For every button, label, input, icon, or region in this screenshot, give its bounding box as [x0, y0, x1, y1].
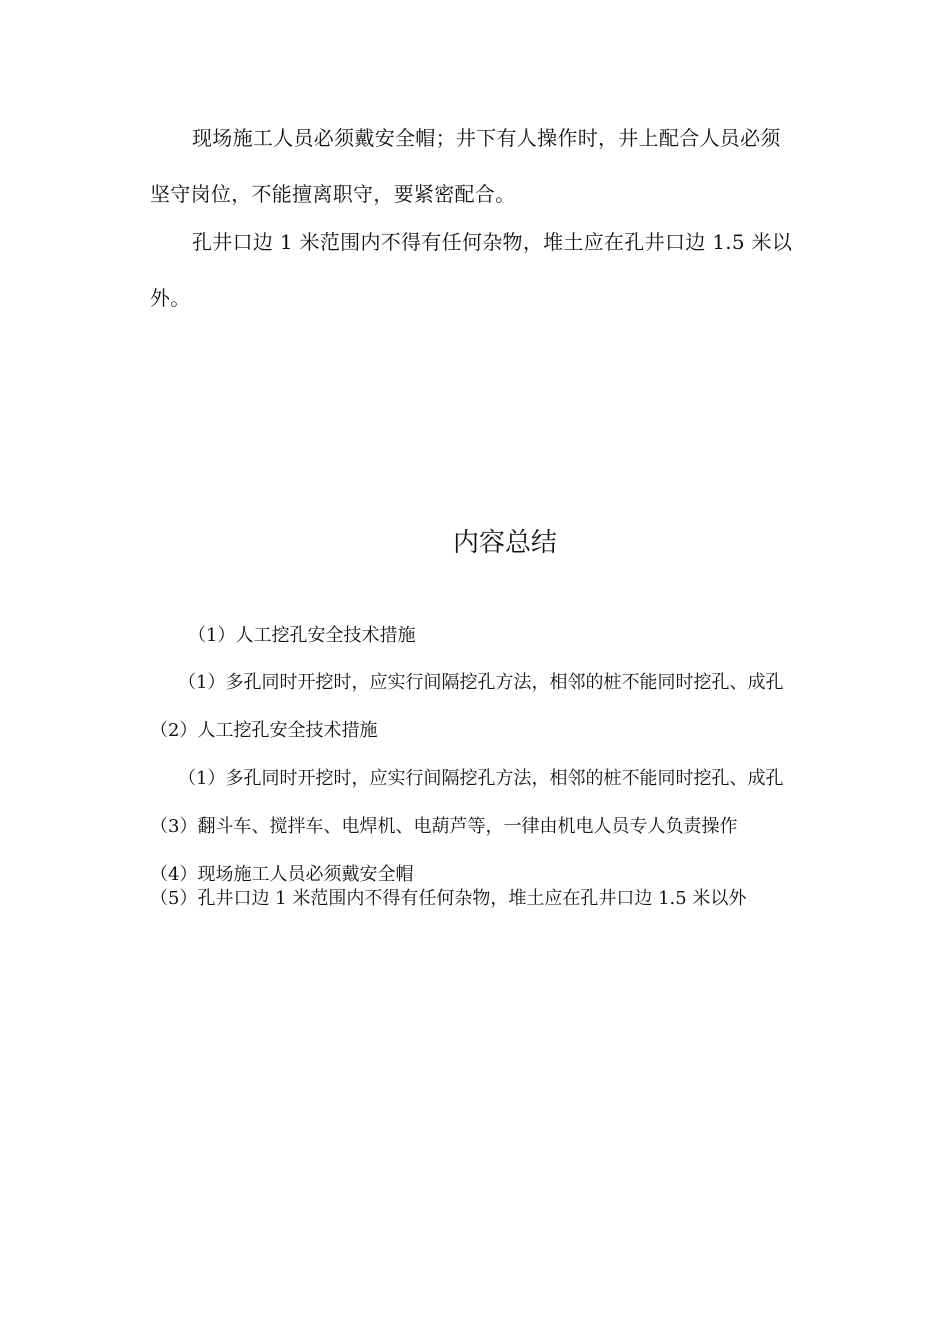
summary-item-2: [150, 671, 800, 694]
body-paragraph-well-edge: 孔井口边 1 米范围内不得有任何杂物，堆土应在孔井口边 1.5 米以外。: [150, 230, 793, 310]
summary-item-text: （1）人工挖孔安全技术措施: [188, 625, 416, 646]
summary-item-text: （4）现场施工人员必须戴安全帽: [150, 864, 414, 885]
summary-item-text: （3）翻斗车、搅拌车、电焊机、电葫芦等，一律由机电人员专人负责操作: [150, 816, 738, 837]
summary-item-3: [150, 719, 800, 742]
summary-item-4: [150, 767, 800, 790]
summary-item-text: （1）多孔同时开挖时，应实行间隔挖孔方法，相邻的桩不能同时挖孔、成孔: [178, 768, 784, 789]
summary-item-1: [150, 624, 800, 647]
summary-item-text: （5）孔井口边 1 米范围内不得有任何杂物，堆土应在孔井口边 1.5 米以外: [150, 888, 747, 909]
summary-title: 内容总结: [452, 528, 557, 558]
summary-item-6: [150, 863, 800, 886]
summary-item-7: [150, 887, 800, 910]
summary-item-text: （1）多孔同时开挖时，应实行间隔挖孔方法，相邻的桩不能同时挖孔、成孔: [178, 672, 784, 693]
body-paragraph-helmet: 现场施工人员必须戴安全帽；井下有人操作时，井上配合人员必须坚守岗位，不能擅离职守，要紧密配合。: [150, 126, 781, 206]
summary-item-text: （2）人工挖孔安全技术措施: [150, 720, 378, 741]
summary-item-5: [150, 815, 800, 838]
